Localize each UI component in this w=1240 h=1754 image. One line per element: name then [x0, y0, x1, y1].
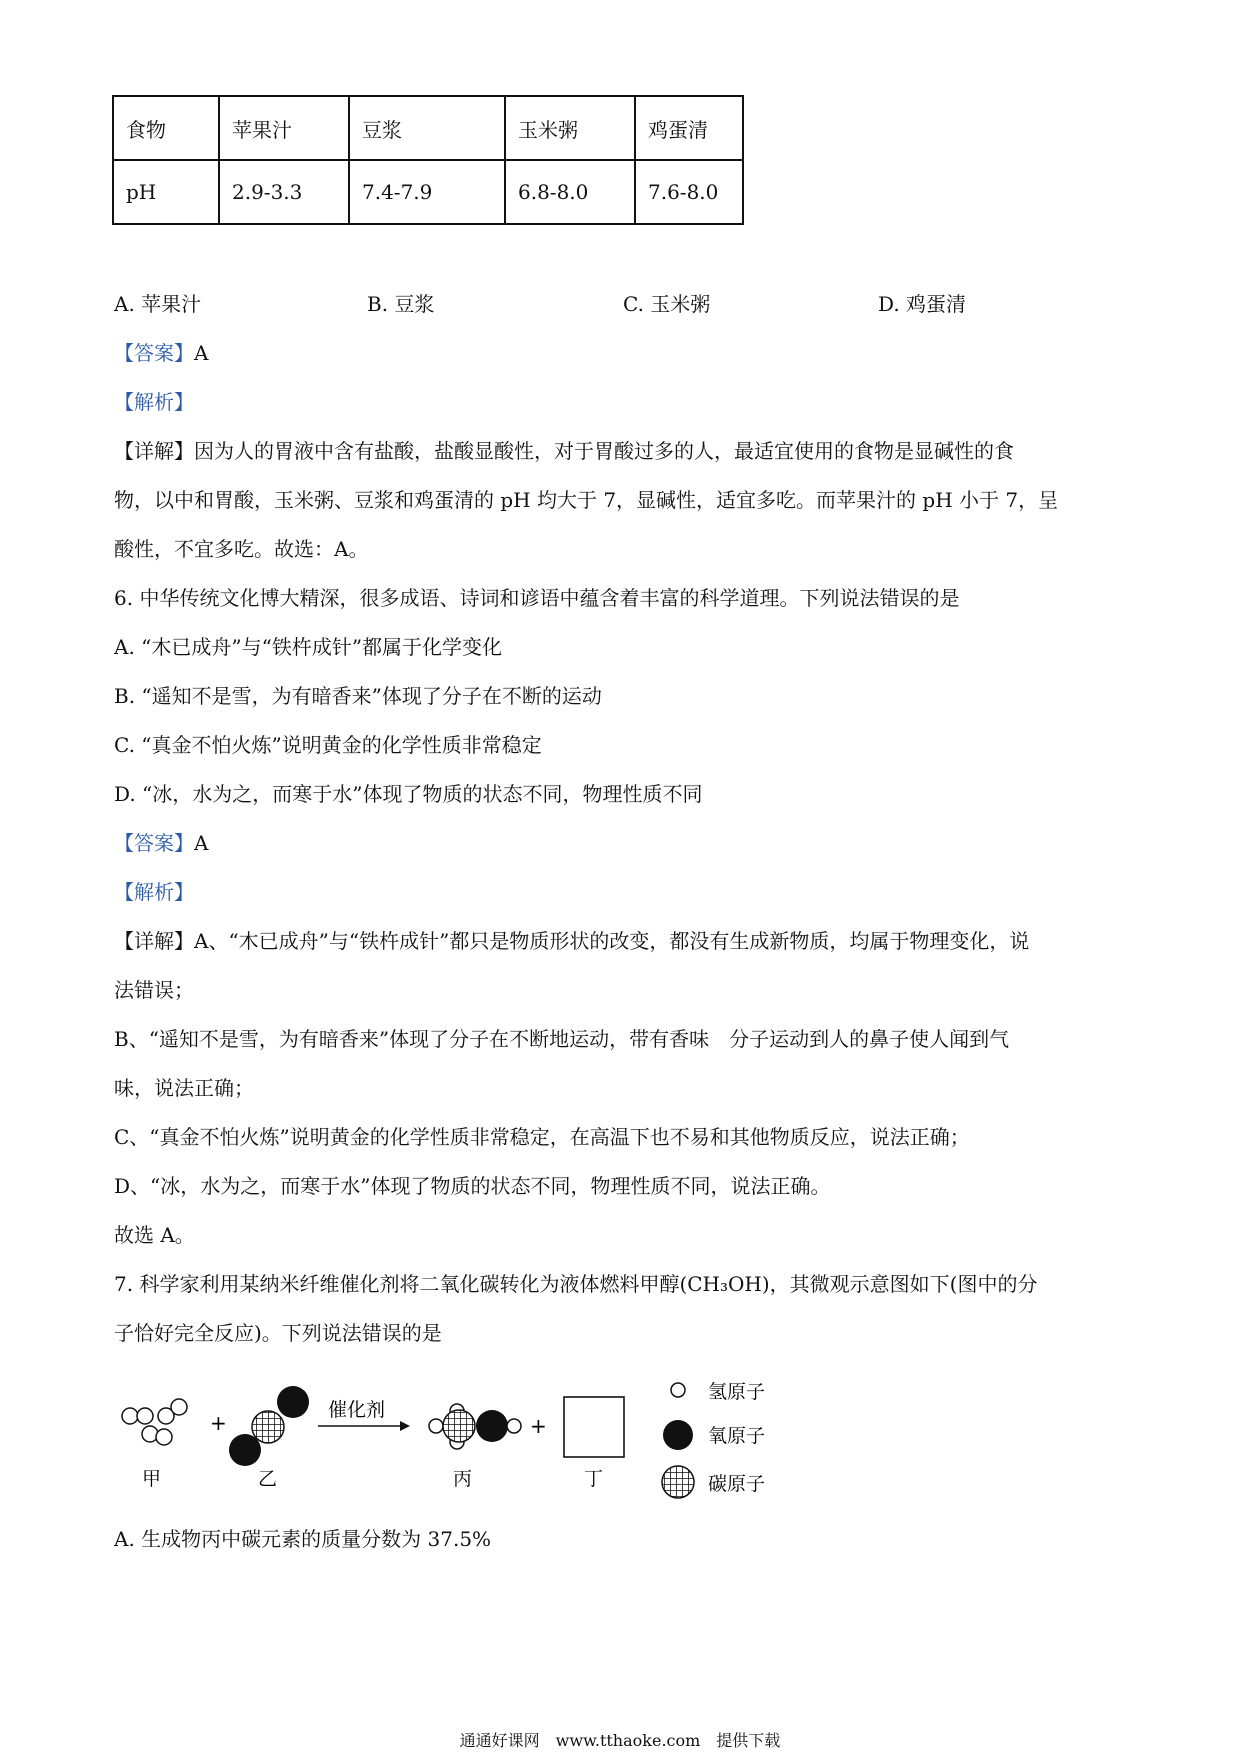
option-b: B. “遥知不是雪，为有暗香来”体现了分子在不断的运动: [114, 684, 602, 708]
table-cell: 食物: [113, 96, 219, 160]
carbon-atom: [252, 1411, 284, 1443]
option-b: B. 豆浆: [367, 292, 435, 316]
detail-tag: 【详解】: [114, 929, 194, 953]
table-cell: 苹果汁: [219, 96, 349, 160]
detail-line: [114, 441, 1014, 461]
detail-text: A、“木已成舟”与“铁杵成针”都只是物质形状的改变，都没有生成新物质，均属于物理变化，说: [194, 929, 1030, 953]
hydrogen-atom: [122, 1408, 138, 1424]
table-row: [113, 160, 743, 224]
answer-tag: 【答案】: [114, 341, 194, 365]
carbon-atom: [443, 1410, 475, 1442]
answer-value: A: [194, 831, 209, 855]
table-cell: 7.4-7.9: [349, 160, 505, 224]
legend-hydrogen: 氢原子: [708, 1381, 766, 1403]
plus-sign: +: [210, 1411, 227, 1435]
table-cell: pH: [113, 160, 219, 224]
table-cell: 2.9-3.3: [219, 160, 349, 224]
molecule-yi: [229, 1386, 309, 1466]
option-d: D. “冰，水为之，而寒于水”体现了物质的状态不同，物理性质不同: [114, 782, 703, 806]
detail-tag: 【详解】: [114, 439, 194, 463]
option-c: C. 玉米粥: [623, 292, 711, 316]
reaction-arrow: [318, 1421, 410, 1431]
answer-line: [114, 833, 208, 853]
question-stem: 6. 中华传统文化博大精深，很多成语、诗词和谚语中蕴含着丰富的科学道理。下列说法错误的是: [114, 586, 960, 610]
oxygen-atom: [277, 1386, 309, 1418]
label-jia: 甲: [142, 1468, 162, 1490]
hydrogen-legend-icon: [671, 1383, 685, 1397]
question-stem: 7. 科学家利用某纳米纤维催化剂将二氧化碳转化为液体燃料甲醇(CH₃OH)，其微观示意图如下(图中的分: [114, 1272, 1038, 1296]
hydrogen-atom: [137, 1408, 153, 1424]
catalyst-label: 催化剂: [328, 1399, 386, 1421]
option-c: C. “真金不怕火炼”说明黄金的化学性质非常稳定: [114, 733, 542, 757]
table-cell: 豆浆: [349, 96, 505, 160]
option-d: D. 鸡蛋清: [878, 292, 967, 316]
molecule-ding-box: [564, 1397, 624, 1457]
plus-sign: +: [530, 1414, 547, 1438]
label-bing: 丙: [453, 1468, 473, 1490]
detail-line: C、“真金不怕火炼”说明黄金的化学性质非常稳定，在高温下也不易和其他物质反应，说法正确；: [114, 1125, 970, 1149]
analysis-tag: 【解析】: [114, 390, 194, 414]
hydrogen-atom: [142, 1426, 158, 1442]
legend: [662, 1381, 765, 1498]
carbon-legend-icon: [662, 1466, 694, 1498]
hydrogen-atom: [429, 1419, 443, 1433]
option-a: A. 苹果汁: [114, 292, 202, 316]
table-cell: 玉米粥: [505, 96, 635, 160]
detail-line: 味，说法正确；: [114, 1076, 254, 1100]
ph-table: [112, 95, 744, 225]
option-a: A. “木已成舟”与“铁杵成针”都属于化学变化: [114, 635, 503, 659]
molecule-bing: [429, 1404, 521, 1449]
reaction-diagram: [100, 1370, 800, 1510]
table-header-row: [113, 96, 743, 160]
hydrogen-atom: [507, 1419, 521, 1433]
table-cell: 鸡蛋清: [635, 96, 743, 160]
detail-line: 酸性，不宜多吃。故选：A。: [114, 537, 369, 561]
detail-text: 因为人的胃液中含有盐酸，盐酸显酸性，对于胃酸过多的人，最适宜使用的食物是显碱性的食: [194, 439, 1014, 463]
label-yi: 乙: [258, 1468, 278, 1490]
table-cell: 7.6-8.0: [635, 160, 743, 224]
detail-line: B、“遥知不是雪，为有暗香来”体现了分子在不断地运动，带有香味 分子运动到人的鼻子使人闻到气: [114, 1027, 1010, 1051]
detail-line: [114, 931, 1029, 951]
label-ding: 丁: [584, 1468, 604, 1490]
detail-line: 法错误；: [114, 978, 194, 1002]
oxygen-legend-icon: [663, 1420, 693, 1450]
table-cell: 6.8-8.0: [505, 160, 635, 224]
answer-value: A: [194, 341, 209, 365]
hydrogen-atom: [171, 1399, 187, 1415]
analysis-tag: 【解析】: [114, 880, 194, 904]
question-stem: 子恰好完全反应)。下列说法错误的是: [114, 1321, 442, 1345]
detail-line: 物，以中和胃酸，玉米粥、豆浆和鸡蛋清的 pH 均大于 7，显碱性，适宜多吃。而苹果汁的 pH 小于 7，呈: [114, 488, 1059, 512]
legend-oxygen: 氧原子: [708, 1425, 766, 1447]
page-footer: 通通好课网 www.tthaoke.com 提供下载: [459, 1731, 781, 1750]
hydrogen-atom: [156, 1429, 172, 1445]
oxygen-atom: [476, 1410, 508, 1442]
answer-line: [114, 343, 208, 363]
molecule-jia: [122, 1399, 187, 1445]
legend-carbon: 碳原子: [708, 1473, 766, 1495]
detail-line: 故选 A。: [114, 1223, 195, 1247]
option-a: A. 生成物丙中碳元素的质量分数为 37.5%: [114, 1527, 492, 1551]
detail-line: D、“冰，水为之，而寒于水”体现了物质的状态不同，物理性质不同，说法正确。: [114, 1174, 831, 1198]
answer-tag: 【答案】: [114, 831, 194, 855]
